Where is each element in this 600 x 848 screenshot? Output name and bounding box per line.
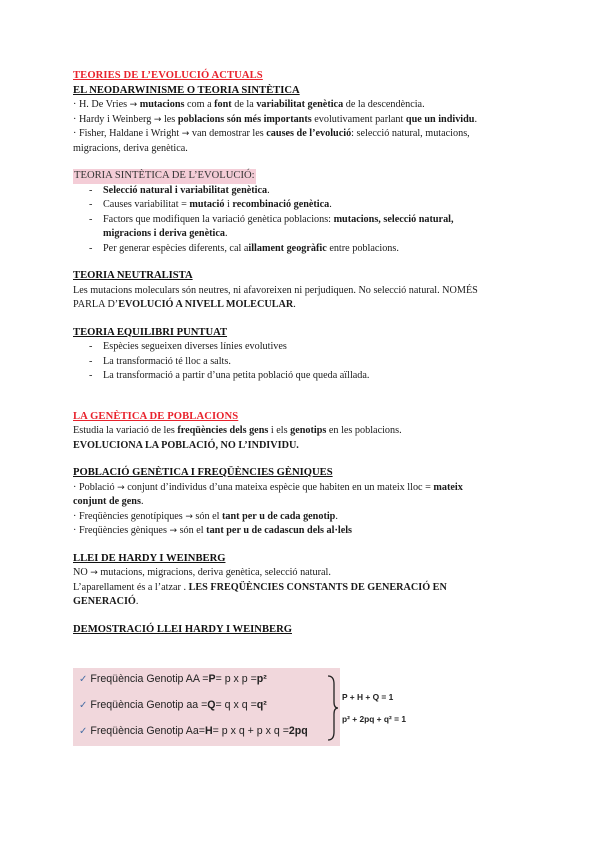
arrow-icon: →: [117, 482, 125, 493]
heading-genetic-population: POBLACIÓ GENÈTICA I FREQÜÈNCIES GÈNIQUES: [73, 467, 333, 478]
check-icon: ✓: [79, 725, 88, 737]
equation-sum-alleles: p² + 2pq + q² = 1: [342, 714, 406, 724]
equation-panel: [340, 668, 418, 746]
paragraph-evolves-population: EVOLUCIONA LA POBLACIÓ, NO L’INDIVIDU.: [73, 439, 299, 451]
punctuated-list: [73, 340, 533, 384]
paragraph-neutralist: Les mutacions moleculars són neutres, ni afavoreixen ni perjudiquen. No selecció natural. NOMÉS: [73, 284, 478, 296]
section-title-population-genetics: LA GENÈTICA DE POBLACIONS: [73, 410, 239, 422]
paragraph-de-vries: · H. De Vries → mutacions com a font de la variabilitat genètica de la descendència.: [73, 99, 425, 110]
paragraph-genotype-freq: · Freqüències genotípiques → són el tant per u de cada genotip.: [73, 510, 338, 522]
paragraph-hardy-weinberg: · Hardy i Weinberg → les poblacions són més importants evolutivament parlant que un individu.: [73, 113, 477, 125]
paragraph-neutralist-2: PARLA D’EVOLUCIÓ A NIVELL MOLECULAR.: [73, 299, 296, 310]
arrow-icon: →: [169, 526, 178, 536]
paragraph-fisher: · Fisher, Haldane i Wright → van demostrar les causes de l’evolució: selecció natural, mutacions,: [73, 128, 470, 139]
synthetic-theory-list: [73, 184, 533, 257]
paragraph-allele-freq: · Freqüències gèniques → són el tant per u de cadascun dels al·lels: [73, 525, 353, 536]
formula-row-AA: ✓ Freqüència Genotip AA = P = p x p = p²: [79, 673, 267, 685]
arrow-icon: →: [129, 100, 138, 110]
heading-hardy-weinberg: LLEI DE HARDY I WEINBERG: [73, 552, 226, 564]
heading-neutralist: TEORIA NEUTRALISTA: [73, 270, 193, 281]
paragraph-population-def: · Població → conjunt d’individus d’una mateixa espècie que habiten en un mateix lloc = mateix conjunt de gens.: [73, 481, 463, 507]
formula-row-Aa: ✓ Freqüència Genotip Aa= H = p x q + p x q = 2pq: [79, 725, 308, 737]
check-icon: ✓: [79, 699, 88, 711]
heading-punctuated: TEORIA EQUILIBRI PUNTUAT: [73, 326, 228, 338]
heading-neodarwinism: EL NEODARWINISME O TEORIA SINTÈTICA: [73, 84, 300, 96]
list-item: - Selecció natural i variabilitat genètica.: [89, 184, 533, 199]
list-item: - Per generar espècies diferents, cal aillament geogràfic entre poblacions.: [89, 242, 533, 257]
paragraph-population-genetics: Estudia la variació de les freqüències dels gens i els genotips en les poblacions.: [73, 425, 402, 436]
arrow-icon: →: [90, 568, 98, 578]
heading-demonstration: DEMOSTRACIÓ LLEI HARDY I WEINBERG: [73, 623, 292, 635]
heading-synthetic-theory: TEORIA SINTÈTICA DE L’EVOLUCIÓ:: [73, 169, 256, 184]
list-item: - Espècies segueixen diverses línies evolutives: [89, 340, 533, 355]
formula-row-aa: ✓ Freqüència Genotip aa = Q = q x q = q²: [79, 699, 267, 711]
paragraph-fisher-cont: migracions, deriva genètica.: [73, 142, 188, 154]
paragraph-hw-conditions: NO → mutacions, migracions, deriva genètica, selecció natural.: [73, 567, 331, 578]
paragraph-hw-generation: GENERACIÓ.: [73, 596, 139, 607]
list-item: - Causes variabilitat = mutació i recombinació genètica.: [89, 198, 533, 213]
arrow-icon: →: [185, 511, 193, 522]
check-icon: ✓: [79, 673, 88, 685]
arrow-icon: →: [153, 114, 162, 125]
list-item: - Factors que modifiquen la variació genètica poblacions: mutacions, selecció natural, migracions i deriva genètica.: [89, 213, 533, 242]
brace-icon: [326, 674, 340, 742]
list-item: - La transformació té lloc a salts.: [89, 355, 533, 370]
document-body: [73, 69, 533, 637]
arrow-icon: →: [181, 129, 190, 139]
list-item: - La transformació a partir d’una petita població que queda aïllada.: [89, 369, 533, 384]
section-title-evolution-theories: TEORIES DE L’EVOLUCIÓ ACTUALS: [73, 70, 263, 81]
equation-sum-genotypes: P + H + Q = 1: [342, 692, 394, 702]
paragraph-hw-random: L’aparellament és a l’atzar . LES FREQÜÈNCIES CONSTANTS DE GENERACIÓ EN: [73, 581, 447, 593]
